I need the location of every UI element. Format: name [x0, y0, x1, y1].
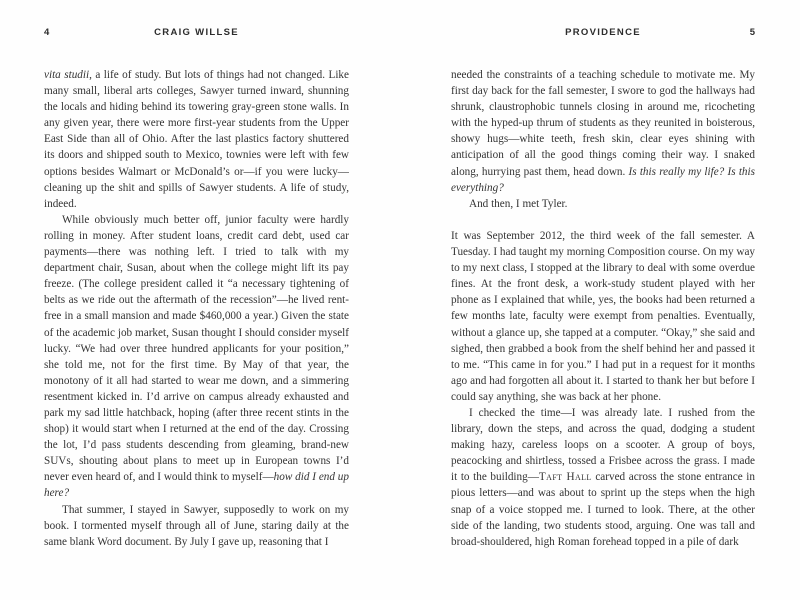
text-segment: While obviously much better off, junior faculty were hardly rolling in money. After student loans, credit card debt, used car payments—there was nothing left. I tried to talk with my department chair, Susan, about when the college might lift its pay freeze. (The college president called it “a necessary tightening of belts as we ride out the aftermath of the recession”—he lived rent-free in a small mansion and made $460,000 a year.) Given the state of the academic job market, Susan thought I should consider myself lucky. “We had over three hundred applicants for your position,” she told me, not for the first time. By May of that year, the monotony of it all had started to wear me down, and a simmering resentment kicked in. I’d arrive on campus already exhausted and park my sad little hatchback, hoping (after three recent stints in the shop) it would start when I returned at the end of the day. Crossing the lot, I’d pass students descending from gleaming, brand-new SUVs, shouting about plans to meet up in European towns I’d never even heard of, and I would think to myself— — [44, 213, 349, 484]
smallcaps-text-segment: Taft Hall — [538, 471, 592, 484]
paragraph — [451, 228, 755, 405]
italic-text-segment: vita studii — [44, 69, 90, 81]
page-number-left: 4 — [44, 27, 50, 38]
paragraph — [44, 502, 349, 550]
running-header-right-title: PROVIDENCE — [565, 27, 641, 38]
running-header-left-title: CRAIG WILLSE — [154, 27, 239, 38]
text-segment: needed the constraints of a teaching schedule to motivate me. My first day back for the fall semester, I swore to god the hallways had shrunk, claustrophobic tunnels closing in around me, ricocheting with the hyped-up thrum of students as they reunited in boisterous, showy hugs—white teeth, fresh skin, clear eyes shining with anticipation of all the good things coming their way. I snaked along, hurrying past them, head down. — [451, 69, 755, 178]
text-block-right — [451, 67, 755, 580]
running-header-right — [451, 26, 755, 40]
text-segment: That summer, I stayed in Sawyer, supposedly to work on my book. I tormented myself through all of June, staring daily at the same blank Word document. By July I gave up, reasoning that I — [44, 503, 349, 548]
page-right — [400, 0, 800, 600]
paragraph — [451, 196, 755, 212]
running-header-left — [44, 26, 349, 40]
text-segment: It was September 2012, the third week of the fall semester. A Tuesday. I had taught my morning Composition course. On my way to my next class, I stopped at the library to deal with some overdue fines. At the front desk, a work-study student played with her phone as I explained that while, yes, the books had been returned a few months late, faculty were exempt from penalties. Eventually, without a glance up, she tapped at a computer. “Okay,” she said and sighed, then grabbed a book from the shelf behind her and passed it to me. “This came in for you.” I had put in a request for it months ago and had forgotten all about it. I started to thank her but before I could say anything, she was back at her phone. — [451, 229, 755, 403]
text-block-left — [44, 67, 349, 580]
paragraph — [451, 67, 755, 196]
paragraph — [44, 67, 349, 212]
text-segment: carved across the stone entrance in pious letters—and was about to sprint up the steps when the high snap of a voice stopped me. I turned to look. There, at the other side of the landing, two students stood, arguing. One was tall and broad-shouldered, high Roman forehead topped in a pile of dark — [451, 471, 755, 548]
text-segment: , a life of study. But lots of things had not changed. Like many small, liberal arts colleges, Sawyer turned inward, shunning the locals and hiding behind its towering gray-green stone walls. In any given year, there were more first-year students from the Upper East Side than all of Ohio. After the last plastics factory shuttered its doors and shipped south to Mexico, townies were left with few options besides Walmart or McDonald’s or—if you were lucky—cleaning up the shit and spills of Sawyer students. A life of study, indeed. — [44, 69, 349, 210]
paragraph — [44, 212, 349, 502]
italic-text-segment: Is this really my life? Is this everything? — [451, 165, 755, 194]
paragraph — [451, 405, 755, 550]
text-segment: I checked the time—I was already late. I rushed from the library, down the steps, and across the quad, dodging a student making hazy, careless loops on a scooter. A group of boys, peacocking and shirtless, tossed a Frisbee across the grass. I made it to the building— — [451, 406, 755, 484]
page-number-right: 5 — [749, 27, 755, 38]
italic-text-segment: how did I end up here? — [44, 471, 349, 500]
text-segment: And then, I met Tyler. — [469, 197, 568, 210]
